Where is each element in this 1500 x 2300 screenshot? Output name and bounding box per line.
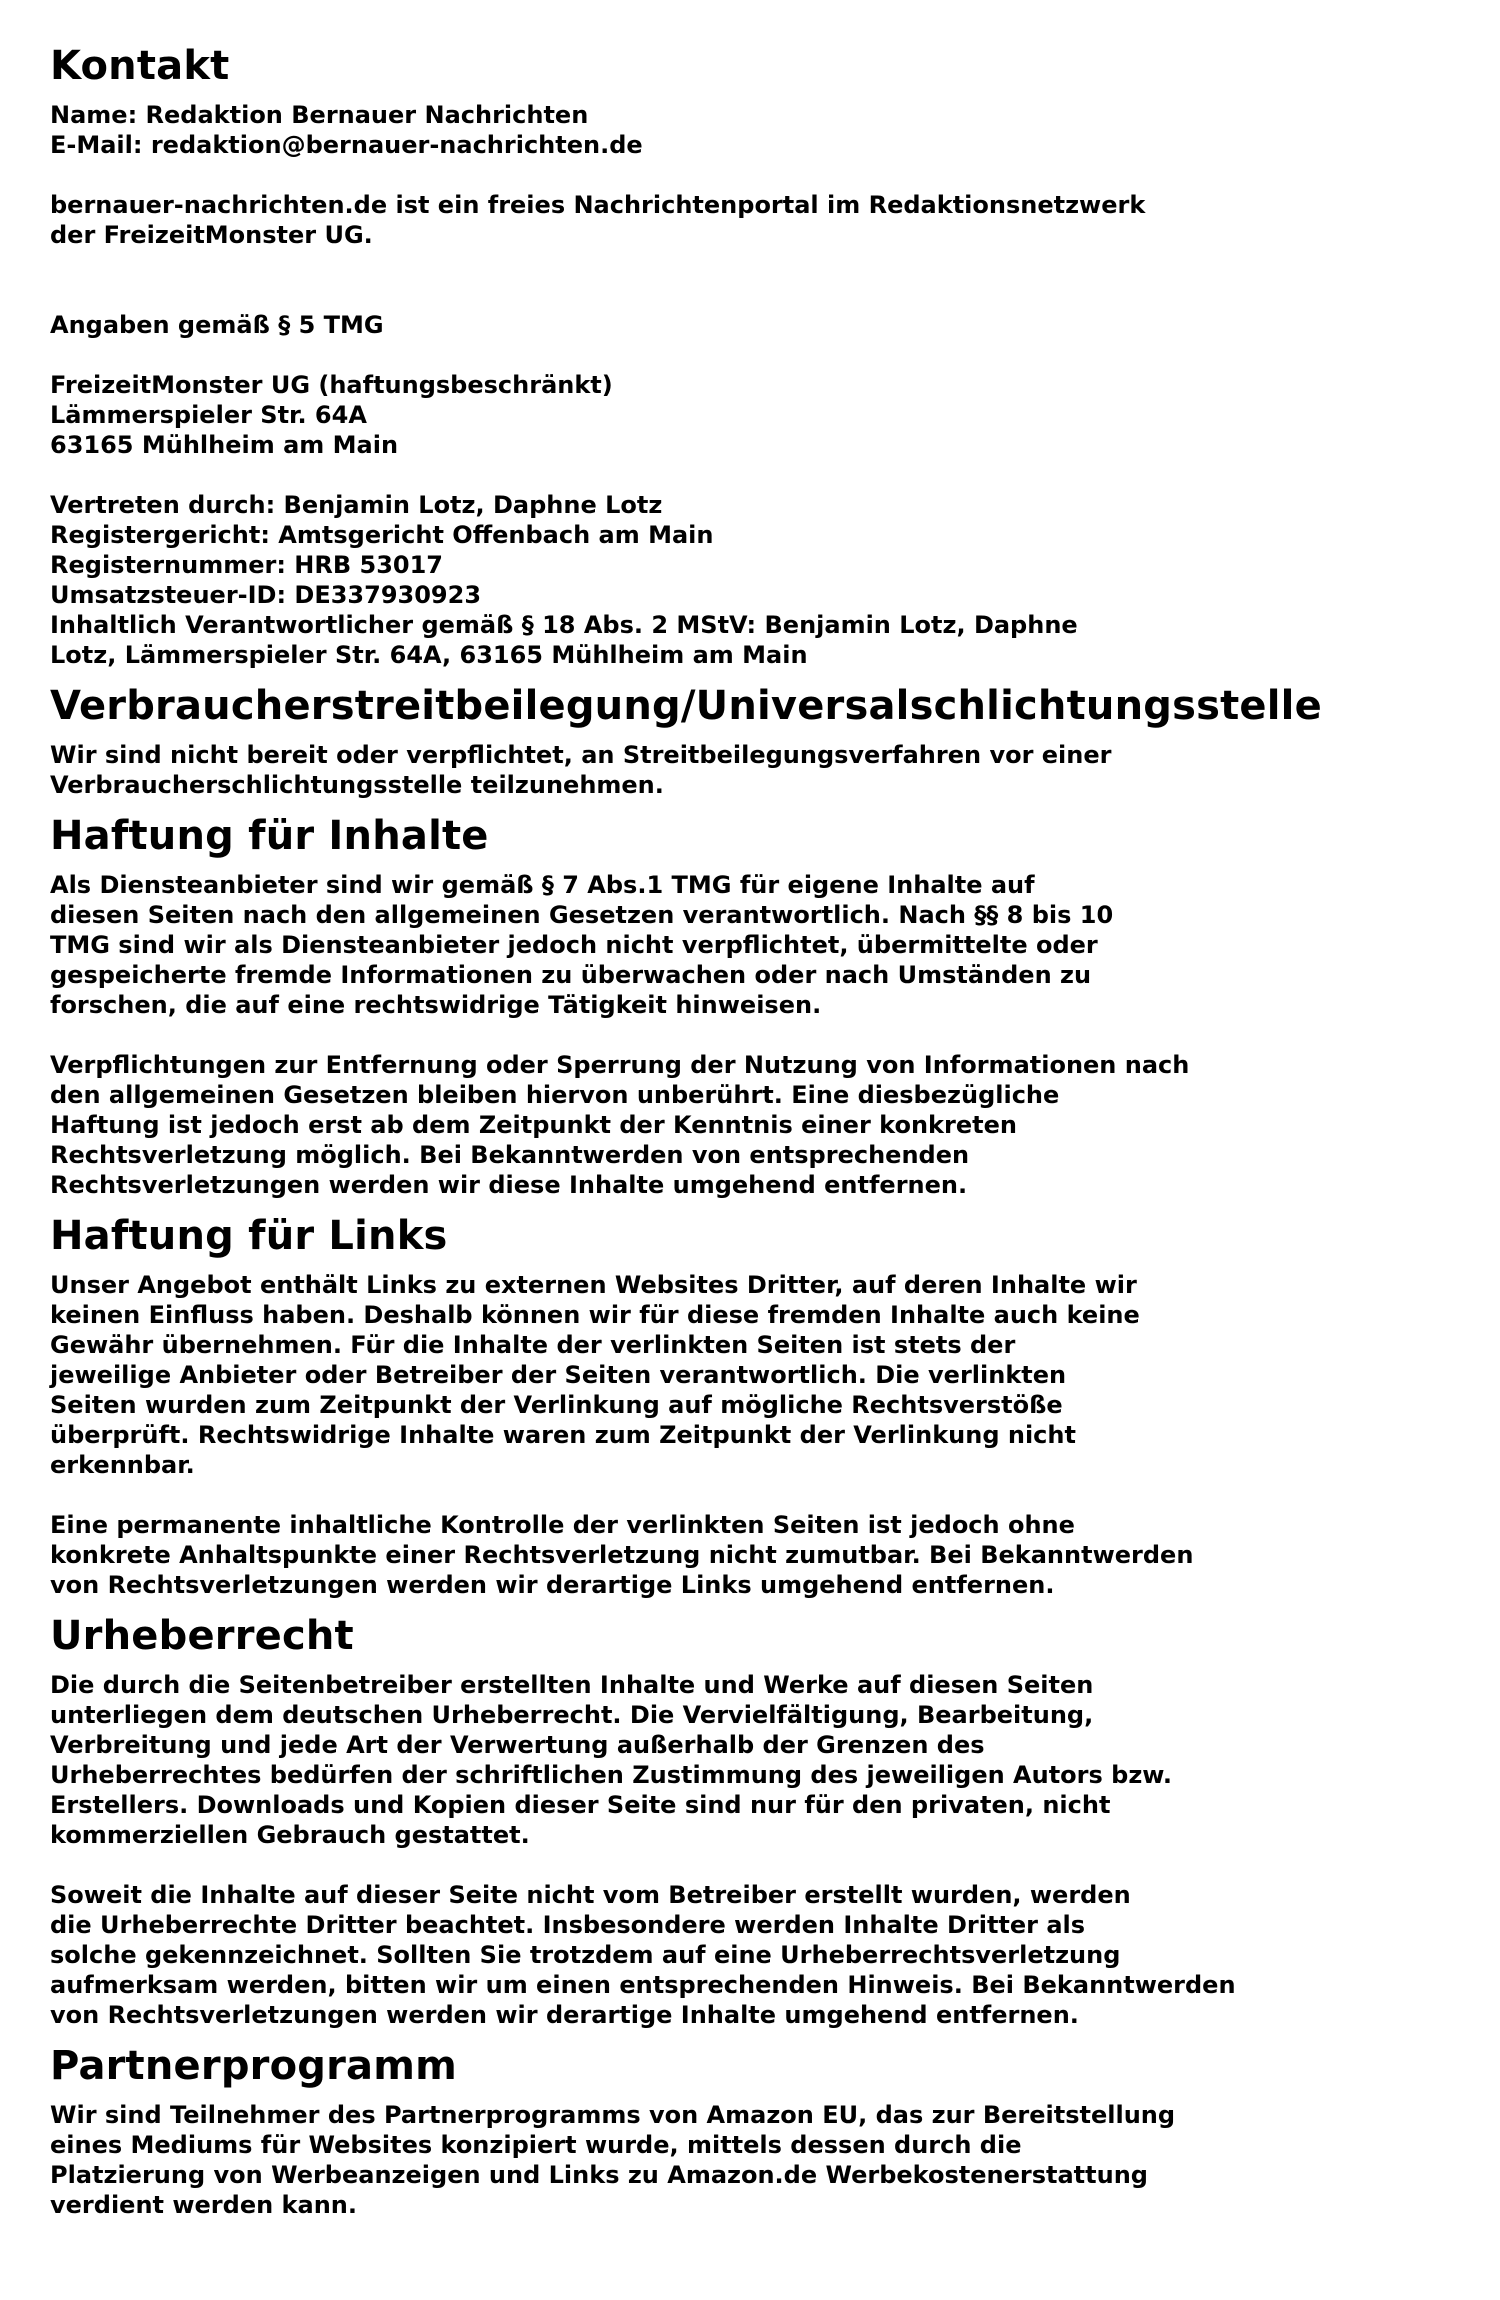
haftung-links-body xyxy=(50,1270,1450,1600)
section-haftung-links xyxy=(50,1210,1450,1600)
text-line: Registergericht: Amtsgericht Offenbach am Main xyxy=(50,521,714,549)
text-line: Vertreten durch: Benjamin Lotz, Daphne Lotz xyxy=(50,491,663,519)
heading-partnerprogramm: Partnerprogramm xyxy=(50,2043,457,2089)
paragraph-spacer xyxy=(50,1850,1450,1880)
paragraph-spacer xyxy=(50,460,1450,490)
text-line: Seiten wurden zum Zeitpunkt der Verlinkung auf mögliche Rechtsverstöße xyxy=(50,1391,1063,1419)
text-line: bernauer-nachrichten.de ist ein freies Nachrichtenportal im Redaktionsnetzwerk xyxy=(50,191,1146,219)
text-line: Eine permanente inhaltliche Kontrolle der verlinkten Seiten ist jedoch ohne xyxy=(50,1511,1075,1539)
heading-haftung-links: Haftung für Links xyxy=(50,1213,448,1259)
text-line: verdient werden kann. xyxy=(50,2191,357,2219)
text-line: konkrete Anhaltspunkte einer Rechtsverletzung nicht zumutbar. Bei Bekanntwerden xyxy=(50,1541,1194,1569)
section-kontakt xyxy=(50,40,1450,670)
text-line: kommerziellen Gebrauch gestattet. xyxy=(50,1821,530,1849)
text-line: jeweilige Anbieter oder Betreiber der Seiten verantwortlich. Die verlinkten xyxy=(50,1361,1067,1389)
kontakt-body xyxy=(50,100,1450,670)
text-line: Rechtsverletzungen werden wir diese Inhalte umgehend entfernen. xyxy=(50,1171,968,1199)
text-line: 63165 Mühlheim am Main xyxy=(50,431,399,459)
text-line: von Rechtsverletzungen werden wir derartige Links umgehend entfernen. xyxy=(50,1571,1055,1599)
haftung-inhalte-body xyxy=(50,870,1450,1200)
text-line: Als Diensteanbieter sind wir gemäß § 7 Abs.1 TMG für eigene Inhalte auf xyxy=(50,871,1035,899)
paragraph-spacer xyxy=(50,340,1450,370)
text-line: Unser Angebot enthält Links zu externen Websites Dritter, auf deren Inhalte wir xyxy=(50,1271,1137,1299)
paragraph-spacer xyxy=(50,160,1450,190)
text-line: Umsatzsteuer-ID: DE337930923 xyxy=(50,581,482,609)
text-line: Erstellers. Downloads und Kopien dieser Seite sind nur für den privaten, nicht xyxy=(50,1791,1111,1819)
text-line: TMG sind wir als Diensteanbieter jedoch nicht verpflichtet, übermittelte oder xyxy=(50,931,1098,959)
text-line: unterliegen dem deutschen Urheberrecht. Die Vervielfältigung, Bearbeitung, xyxy=(50,1701,1094,1729)
paragraph-spacer xyxy=(50,1020,1450,1050)
text-line: Urheberrechtes bedürfen der schriftlichen Zustimmung des jeweiligen Autors bzw. xyxy=(50,1761,1173,1789)
text-line: solche gekennzeichnet. Sollten Sie trotzdem auf eine Urheberrechtsverletzung xyxy=(50,1941,1121,1969)
text-line: aufmerksam werden, bitten wir um einen entsprechenden Hinweis. Bei Bekanntwerden xyxy=(50,1971,1236,1999)
text-line: Angaben gemäß § 5 TMG xyxy=(50,311,384,339)
text-line: den allgemeinen Gesetzen bleiben hiervon unberührt. Eine diesbezügliche xyxy=(50,1081,1060,1109)
heading-kontakt: Kontakt xyxy=(50,43,230,89)
text-line: Die durch die Seitenbetreiber erstellten Inhalte und Werke auf diesen Seiten xyxy=(50,1671,1094,1699)
text-line: Lotz, Lämmerspieler Str. 64A, 63165 Mühlheim am Main xyxy=(50,641,808,669)
text-line: Verbraucherschlichtungsstelle teilzunehmen. xyxy=(50,771,664,799)
text-line: überprüft. Rechtswidrige Inhalte waren zum Zeitpunkt der Verlinkung nicht xyxy=(50,1421,1076,1449)
text-line: erkennbar. xyxy=(50,1451,195,1479)
section-streitbeilegung xyxy=(50,680,1450,800)
text-line: Verbreitung und jede Art der Verwertung außerhalb der Grenzen des xyxy=(50,1731,985,1759)
urheberrecht-body xyxy=(50,1670,1450,2030)
text-line: der FreizeitMonster UG. xyxy=(50,221,373,249)
section-urheberrecht xyxy=(50,1610,1450,2030)
paragraph-spacer xyxy=(50,250,1450,310)
section-haftung-inhalte xyxy=(50,810,1450,1200)
streitbeilegung-body xyxy=(50,740,1450,800)
section-partnerprogramm xyxy=(50,2040,1450,2220)
text-line: Platzierung von Werbeanzeigen und Links zu Amazon.de Werbekostenerstattung xyxy=(50,2161,1148,2189)
text-line: Gewähr übernehmen. Für die Inhalte der verlinkten Seiten ist stets der xyxy=(50,1331,1016,1359)
text-line: die Urheberrechte Dritter beachtet. Insbesondere werden Inhalte Dritter als xyxy=(50,1911,1086,1939)
text-line: FreizeitMonster UG (haftungsbeschränkt) xyxy=(50,371,613,399)
text-line: Registernummer: HRB 53017 xyxy=(50,551,443,579)
text-line: Inhaltlich Verantwortlicher gemäß § 18 Abs. 2 MStV: Benjamin Lotz, Daphne xyxy=(50,611,1078,639)
text-line: keinen Einfluss haben. Deshalb können wir für diese fremden Inhalte auch keine xyxy=(50,1301,1140,1329)
text-line: forschen, die auf eine rechtswidrige Tätigkeit hinweisen. xyxy=(50,991,822,1019)
text-line: Wir sind nicht bereit oder verpflichtet, an Streitbeilegungsverfahren vor einer xyxy=(50,741,1112,769)
text-line: Wir sind Teilnehmer des Partnerprogramms von Amazon EU, das zur Bereitstellung xyxy=(50,2101,1176,2129)
text-line: Soweit die Inhalte auf dieser Seite nicht vom Betreiber erstellt wurden, werden xyxy=(50,1881,1131,1909)
text-line: von Rechtsverletzungen werden wir derartige Inhalte umgehend entfernen. xyxy=(50,2001,1079,2029)
partnerprogramm-body xyxy=(50,2100,1450,2220)
text-line: Verpflichtungen zur Entfernung oder Sperrung der Nutzung von Informationen nach xyxy=(50,1051,1190,1079)
heading-streitbeilegung: Verbraucherstreitbeilegung/Universalschlichtungsstelle xyxy=(50,683,1322,729)
text-line: gespeicherte fremde Informationen zu überwachen oder nach Umständen zu xyxy=(50,961,1092,989)
text-line: Rechtsverletzung möglich. Bei Bekanntwerden von entsprechenden xyxy=(50,1141,970,1169)
text-line: Haftung ist jedoch erst ab dem Zeitpunkt der Kenntnis einer konkreten xyxy=(50,1111,1017,1139)
heading-haftung-inhalte: Haftung für Inhalte xyxy=(50,813,489,859)
heading-urheberrecht: Urheberrecht xyxy=(50,1613,354,1659)
text-line: E-Mail: redaktion@bernauer-nachrichten.de xyxy=(50,131,643,159)
text-line: Lämmerspieler Str. 64A xyxy=(50,401,367,429)
text-line: diesen Seiten nach den allgemeinen Gesetzen verantwortlich. Nach §§ 8 bis 10 xyxy=(50,901,1114,929)
text-line: eines Mediums für Websites konzipiert wurde, mittels dessen durch die xyxy=(50,2131,1022,2159)
text-line: Name: Redaktion Bernauer Nachrichten xyxy=(50,101,589,129)
paragraph-spacer xyxy=(50,1480,1450,1510)
